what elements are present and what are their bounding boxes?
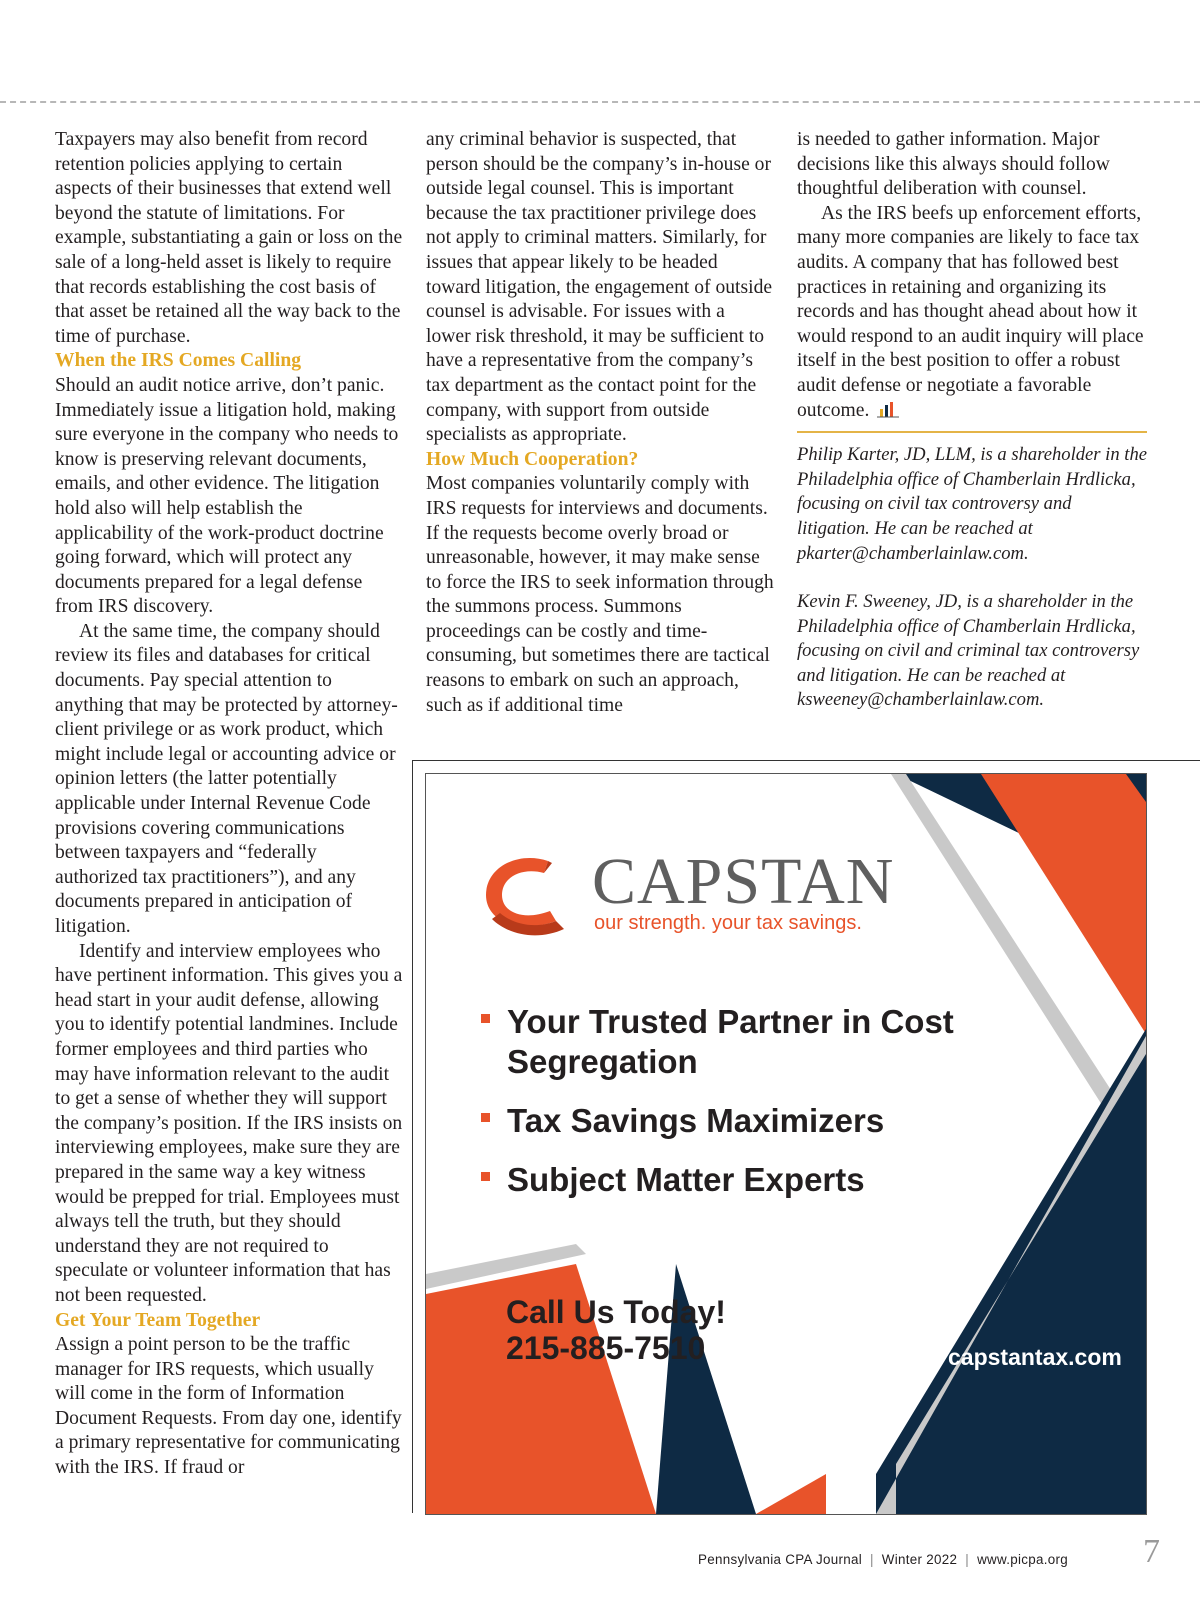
capstan-advertisement[interactable]: [425, 773, 1147, 1515]
capstan-logo-icon: [478, 849, 578, 937]
paragraph: Most companies voluntarily comply with IRS requests for interviews and documents. If the requests become overly broad or unreasonable, however, it may make sense to force the IRS to seek information through the summons process. Summons proceedings can be costly and time-consuming, but sometimes there are tactical reasons to embark on such an approach, such as if additional time: [426, 473, 774, 716]
ad-bullet: [481, 1101, 967, 1141]
paragraph: is needed to gather information. Major decisions like this always should follow thoughtful deliberation with counsel.: [797, 129, 1110, 200]
capstan-brand-name: CAPSTAN: [592, 845, 895, 918]
paragraph: At the same time, the company should review its files and databases for critical documents. Pay special attention to anything that may be protected by attorney-client privilege or as work product, which might include legal or accounting advice or opinion letters (the latter potentially applicable under Internal Revenue Code provisions covering communications between taxpayers and “federally authorized tax practitioners”), and any documents prepared in anticipation of litigation.: [55, 620, 398, 937]
journal-name: Pennsylvania CPA Journal: [698, 1552, 863, 1567]
bullet-square-icon: [481, 1172, 490, 1181]
paragraph: Taxpayers may also benefit from record retention policies applying to certain aspects of their businesses that extend well beyond the statute of limitations. For example, substantiating a gain or loss on the sale of a long-held asset is likely to require that records establishing the cost basis of that asset be retained all the way back to the time of purchase.: [55, 129, 403, 347]
ad-tagline: our strength. your tax savings.: [594, 912, 862, 934]
phone-number[interactable]: 215-885-7510: [506, 1330, 706, 1366]
article-column-2: [426, 128, 774, 718]
footer-separator: |: [965, 1552, 970, 1567]
ad-bullet-text: Tax Savings Maximizers: [507, 1102, 885, 1139]
ad-bullet-text: Subject Matter Experts: [507, 1161, 865, 1198]
end-mark-icon: [877, 400, 899, 418]
section-heading: When the IRS Comes Calling: [55, 350, 302, 372]
article-column-3: [797, 128, 1147, 713]
call-heading: Call Us Today!: [506, 1294, 726, 1330]
paragraph-text: As the IRS beefs up enforcement efforts, many more companies are likely to face tax audits. A company that has followed best practices in retaining and organizing its records and has thought ahead about how it would respond to an audit inquiry will place itself in the best position to offer a robust audit defense or negotiate a favorable outcome.: [797, 202, 1144, 421]
paragraph: Identify and interview employees who have pertinent information. This gives you a head start in your audit defense, allowing you to identify potential landmines. Include former employees and third parties who may have information relevant to the audit to get a sense of whether they will support the company’s position. If the IRS insists on interviewing employees, make sure they are prepared in the same way a key witness would be prepped for trial. Employees must always tell the truth, but they should understand they are not required to speculate or volunteer information that has not been requested.: [55, 940, 403, 1306]
paragraph: Should an audit notice arrive, don’t panic. Immediately issue a litigation hold, making sure everyone in the company who needs to know is preserving relevant documents, emails, and other evidence. The litigation hold also will help establish the applicability of the work-product doctrine going forward, which will protect any documents prepared for a legal defense from IRS discovery.: [55, 374, 399, 618]
bullet-square-icon: [481, 1113, 490, 1122]
paragraph-ending: [797, 202, 1147, 423]
bullet-square-icon: [481, 1014, 490, 1023]
ad-bullet-text: Your Trusted Partner in Cost Segregation: [507, 1003, 954, 1080]
page-footer: [698, 1552, 1068, 1567]
author-bio: Kevin F. Sweeney, JD, is a shareholder in the Philadelphia office of Chamberlain Hrdlicka, focusing on civil and criminal tax controversy and litigation. He can be reached at ksweeney@chamberlainlaw.com.: [797, 591, 1140, 711]
ad-bullet: [481, 1002, 967, 1082]
section-heading: How Much Cooperation?: [426, 448, 639, 470]
ad-call-to-action: [506, 1294, 726, 1366]
paragraph: Assign a point person to be the traffic manager for IRS requests, which usually will come in the form of Information Document Requests. From day one, identify a primary representative for communicating with the IRS. If fraud or: [55, 1334, 402, 1479]
ad-website-link[interactable]: capstantax.com: [948, 1344, 1122, 1370]
page-number: 7: [1143, 1533, 1160, 1570]
issue-label: Winter 2022: [881, 1552, 958, 1567]
article-column-1: [55, 128, 403, 1481]
top-dashed-rule: [0, 101, 1200, 103]
paragraph: any criminal behavior is suspected, that person should be the company’s in-house or outside legal counsel. This is important because the tax practitioner privilege does not apply to criminal matters. Similarly, for issues that appear likely to be headed toward litigation, the engagement of outside counsel is advisable. For issues with a lower risk threshold, it may be sufficient to have a representative from the company’s tax department as the contact point for the company, with support from outside specialists as appropriate.: [426, 129, 773, 446]
author-bio: Philip Karter, JD, LLM, is a shareholder in the Philadelphia office of Chamberlain Hrdlicka, focusing on civil tax controversy and litigation. He can be reached at pkarter@chamberlainlaw.com.: [797, 444, 1148, 564]
ad-bullet: [481, 1160, 967, 1200]
bio-divider: [797, 431, 1147, 433]
footer-separator: |: [870, 1552, 874, 1567]
section-heading: Get Your Team Together: [55, 1309, 261, 1331]
footer-url[interactable]: www.picpa.org: [977, 1552, 1069, 1567]
ad-bullet-list: [481, 1002, 967, 1219]
